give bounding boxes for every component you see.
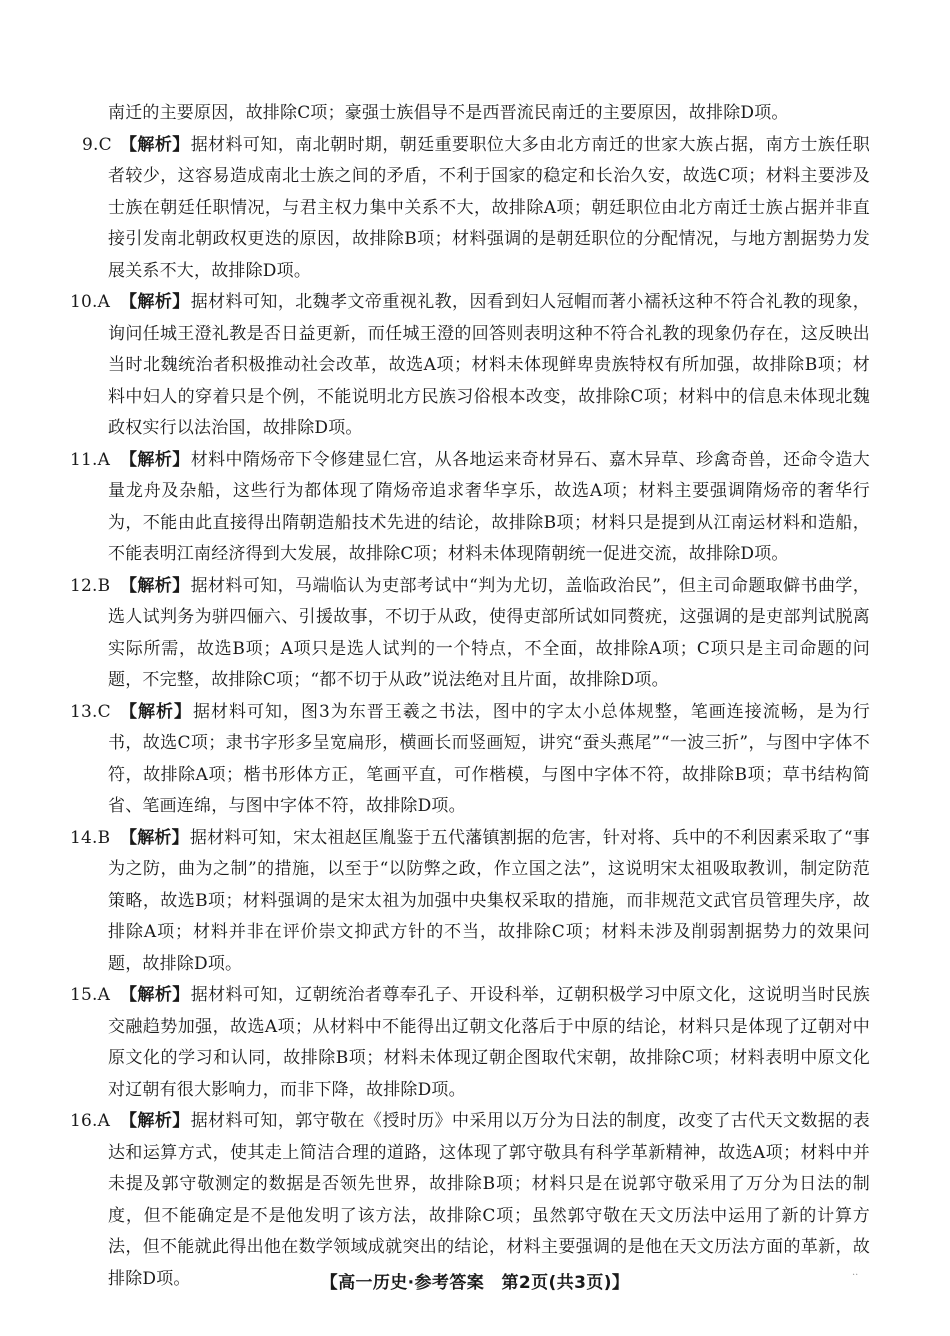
item-text: 据材料可知，图3为东晋王羲之书法，图中的字太小总体规整，笔画连接流畅，是为行书，故选C项；隶书字形多呈宽扁形，横画长而竖画短，讲究“蚕头燕尾”“一波三折”，与图中字体不符，故排除A项；楷书形体方正，笔画平直，可作楷模，与图中字体不符，故排除B项；草书结构简省、笔画连绵，与图中字体不符，故排除D项。	[108, 701, 870, 816]
item-text: 据材料可知，郭守敬在《授时历》中采用以万分为日法的制度，改变了古代天文数据的表达和运算方式，使其走上简洁合理的道路，这体现了郭守敬具有科学革新精神，故选A项；材料中并未提及郭守敬测定的数据是否领先世界，故排除B项；材料只是在说郭守敬采用了万分为日法的制度，但不能确定是不是他发明了该方法，故排除C项；虽然郭守敬在天文历法中运用了新的计算方法，但不能就此得出他在数学领域成就突出的结论，材料主要强调的是他在天文历法方面的革新，故排除D项。	[108, 1111, 870, 1289]
corner-mark: ··	[852, 1270, 859, 1281]
answer-item-11	[70, 445, 870, 571]
answer-item-16	[70, 1106, 870, 1295]
item-body	[108, 287, 870, 445]
item-text: 据材料可知，宋太祖赵匡胤鉴于五代藩镇割据的危害，针对将、兵中的不利因素采取了“事为之防，曲为之制”的措施，以至于“以防弊之政，作立国之法”，这说明宋太祖吸取教训，制定防范策略，故选B项；材料强调的是宋太祖为加强中央集权采取的措施，而非规范文武官员管理失序，故排除A项；材料并非在评价崇文抑武方针的不当，故排除C项；材料未涉及削弱割据势力的效果问题，故排除D项。	[108, 827, 870, 974]
answer-item-9	[82, 130, 870, 288]
item-number: 13.C	[70, 701, 111, 722]
answer-item-10	[70, 287, 870, 445]
item-body	[108, 445, 870, 571]
item-body	[108, 1106, 870, 1295]
analysis-tag: 【解析】	[120, 449, 190, 470]
answer-item-12	[70, 571, 870, 697]
item-text: 据材料可知，南北朝时期，朝廷重要职位大多由北方南迁的世家大族占据，南方士族任职者较少，这容易造成南北士族之间的矛盾，不利于国家的稳定和长治久安，故选C项；材料主要涉及士族在朝廷任职情况，与君主权力集中关系不大，故排除A项；朝廷职位由北方南迁士族占据并非直接引发南北朝政权更迭的原因，故排除B项；材料强调的是朝廷职位的分配情况，与地方割据势力发展关系不大，故排除D项。	[108, 134, 870, 281]
item-number: 10.A	[70, 292, 111, 312]
item-number: 11.A	[70, 449, 111, 470]
page-footer: 【高一历史·参考答案 第2页(共3页)】	[320, 1273, 630, 1293]
analysis-tag: 【解析】	[120, 134, 190, 155]
item-body	[108, 571, 870, 697]
item-number: 15.A	[70, 985, 111, 1005]
item-number: 9.C	[82, 134, 112, 155]
item-text: 材料中隋炀帝下令修建显仁宫，从各地运来奇材异石、嘉木异草、珍禽奇兽，还命令造大量龙舟及杂船，这些行为都体现了隋炀帝追求奢华享乐，故选A项；材料主要强调隋炀帝的奢华行为，不能由此直接得出隋朝造船技术先进的结论，故排除B项；材料只是提到从江南运材料和造船，不能表明江南经济得到大发展，故排除C项；材料未体现隋朝统一促进交流，故排除D项。	[108, 449, 870, 564]
item-body	[108, 697, 870, 823]
item-text: 据材料可知，北魏孝文帝重视礼教，因看到妇人冠帽而著小襦袄这种不符合礼教的现象，询问任城王澄礼教是否日益更新，而任城王澄的回答则表明这种不符合礼教的现象仍存在，这反映出当时北魏统治者积极推动社会改革，故选A项；材料未体现鲜卑贵族特权有所加强，故排除B项；材料中妇人的穿着只是个例，不能说明北方民族习俗根本改变，故排除C项；材料中的信息未体现北魏政权实行以法治国，故排除D项。	[108, 292, 870, 438]
item-text: 据材料可知，马端临认为吏部考试中“判为尤切，盖临政治民”，但主司命题取僻书曲学，选人试判务为骈四俪六、引援故事，不切于从政，使得吏部所试如同赘疣，这强调的是吏部判试脱离实际所需，故选B项；A项只是选人试判的一个特点，不全面，故排除A项；C项只是主司命题的问题，不完整，故排除C项；“都不切于从政”说法绝对且片面，故排除D项。	[108, 575, 870, 690]
analysis-tag: 【解析】	[120, 827, 189, 848]
item-text: 据材料可知，辽朝统治者尊奉孔子、开设科举，辽朝积极学习中原文化，这说明当时民族交融趋势加强，故选A项；从材料中不能得出辽朝文化落后于中原的结论，材料只是体现了辽朝对中原文化的学习和认同，故排除B项；材料未体现辽朝企图取代宋朝，故排除C项；材料表明中原文化对辽朝有很大影响力，而非下降，故排除D项。	[108, 985, 870, 1100]
item-number: 14.B	[70, 827, 111, 848]
analysis-tag: 【解析】	[120, 701, 192, 722]
answer-item-13	[70, 697, 870, 823]
continuation-text: 南迁的主要原因，故排除C项；豪强士族倡导不是西晋流民南迁的主要原因，故排除D项。	[108, 103, 789, 123]
answer-item-15	[70, 980, 870, 1106]
analysis-tag: 【解析】	[120, 985, 190, 1005]
item-body	[108, 130, 870, 288]
analysis-tag: 【解析】	[120, 575, 190, 596]
item-number: 16.A	[70, 1111, 111, 1131]
analysis-tag: 【解析】	[120, 292, 190, 312]
item-body	[108, 980, 870, 1106]
answer-item-14	[70, 823, 870, 981]
item-body	[108, 823, 870, 981]
analysis-tag: 【解析】	[120, 1111, 190, 1131]
item-number: 12.B	[70, 575, 111, 596]
